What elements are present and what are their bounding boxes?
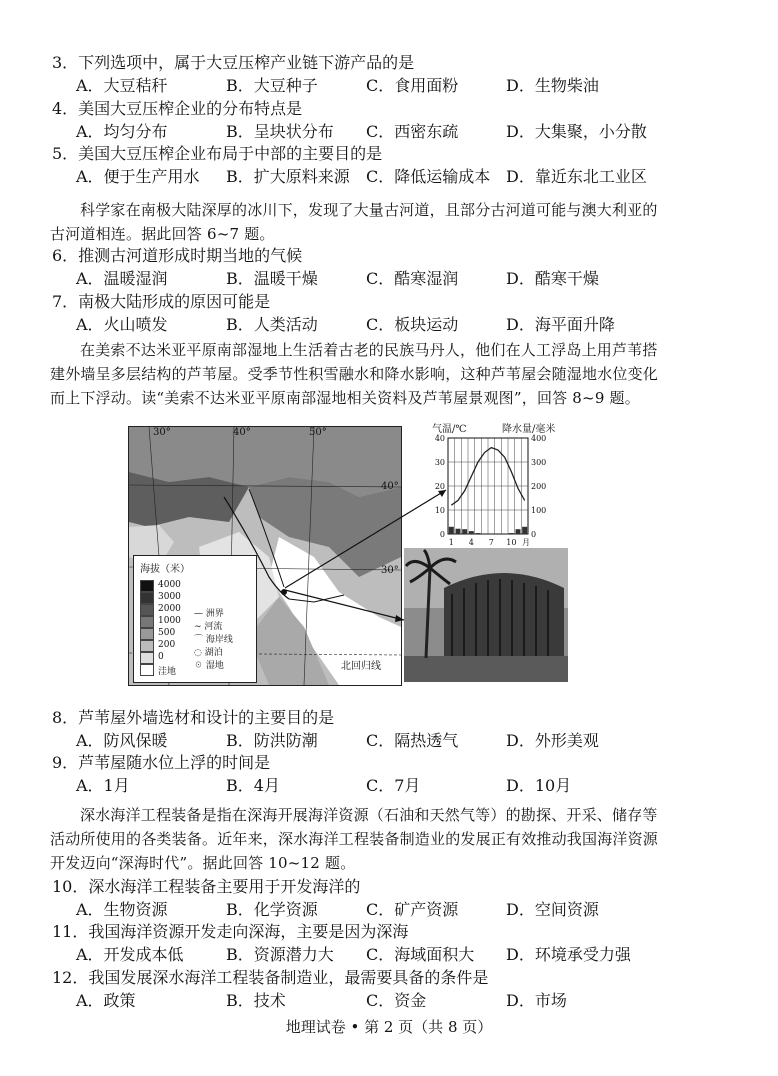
legend-level: 1000 xyxy=(158,616,181,626)
option-d: D．大集聚，小分散 xyxy=(506,122,647,141)
option-b: B．化学资源 xyxy=(226,900,318,919)
precipitation-tick-label: 0 xyxy=(531,530,537,539)
question-9-stem: 9．芦苇屋随水位上浮的时间是 xyxy=(52,753,271,772)
passage-line: 深水海洋工程装备是指在深海开展海洋资源（石油和天然气等）的勘探、开采、储存等 xyxy=(80,806,658,824)
precipitation-bar xyxy=(462,529,467,534)
passage-line: 科学家在南极大陆深厚的冰川下，发现了大量古河道，且部分古河道可能与澳大利亚的 xyxy=(80,201,658,219)
legend-level: 3000 xyxy=(158,592,181,602)
option-c: C．7月 xyxy=(366,776,421,795)
passage-line: 古河道相连。据此回答 6~7 题。 xyxy=(50,225,275,243)
option-a: A．防风保暖 xyxy=(76,731,168,750)
question-7-stem: 7．南极大陆形成的原因可能是 xyxy=(52,292,271,311)
option-a: A．均匀分布 xyxy=(76,122,168,141)
option-c: C．酷寒湿润 xyxy=(366,269,459,288)
question-9-options xyxy=(76,773,716,795)
longitude-label: 30° xyxy=(153,427,171,438)
precipitation-bar xyxy=(456,529,461,534)
latitude-label: 40° xyxy=(381,481,399,492)
option-b: B．4月 xyxy=(226,776,280,795)
option-b: B．资源潜力大 xyxy=(226,945,334,964)
month-tick-label: 10 xyxy=(506,538,517,547)
legend-level: 洼地 xyxy=(158,667,177,677)
question-8-options xyxy=(76,728,716,750)
legend-level: 2000 xyxy=(158,604,181,614)
option-c: C．海域面积大 xyxy=(366,945,475,964)
option-d: D．环境承受力强 xyxy=(506,945,631,964)
question-3-stem: 3．下列选项中，属于大豆压榨产业链下游产品的是 xyxy=(52,53,415,72)
option-c: C．资金 xyxy=(366,991,427,1010)
option-c: C．食用面粉 xyxy=(366,76,459,95)
temperature-axis-title: 气温/℃ xyxy=(432,424,467,435)
option-b: B．大豆种子 xyxy=(226,76,318,95)
option-d: D．外形美观 xyxy=(506,731,599,750)
month-tick-label: 7 xyxy=(488,538,494,547)
question-6-stem: 6．推测古河道形成时期当地的气候 xyxy=(52,246,303,265)
question-12-stem: 12．我国发展深水海洋工程装备制造业，最需要具备的条件是 xyxy=(52,968,489,987)
question-10-stem: 10．深水海洋工程装备主要用于开发海洋的 xyxy=(52,877,361,896)
temperature-tick-label: 30 xyxy=(434,458,445,467)
latitude-label: 30° xyxy=(381,565,399,576)
question-11-options xyxy=(76,942,716,964)
passage-line: 活动所使用的各类装备。近年来，深水海洋工程装备制造业的发展正有效推动我国海洋资源 xyxy=(50,830,659,848)
question-10-options xyxy=(76,897,716,919)
legend-symbol-boundary: — 洲界 xyxy=(194,609,224,619)
reed-house-illustration xyxy=(404,548,568,682)
option-d: D．生物柴油 xyxy=(506,76,599,95)
legend-level: 0 xyxy=(158,652,164,662)
precipitation-bar xyxy=(522,527,527,534)
longitude-label: 40° xyxy=(233,427,251,438)
option-a: A．1月 xyxy=(76,776,130,795)
page-footer: 地理试卷 • 第 2 页（共 8 页） xyxy=(285,1018,493,1036)
option-d: D．10月 xyxy=(506,776,572,795)
legend-level: 500 xyxy=(158,628,176,638)
option-b: B．防洪防潮 xyxy=(226,731,318,750)
option-b: B．呈块状分布 xyxy=(226,122,334,141)
passage-line: 开发迈向“深海时代”。据此回答 10~12 题。 xyxy=(50,854,356,872)
temperature-tick-label: 40 xyxy=(434,434,445,443)
precipitation-tick-label: 400 xyxy=(531,434,547,443)
legend-symbol-river: ∼ 河流 xyxy=(194,622,223,632)
precipitation-bar xyxy=(516,529,521,534)
tropic-of-cancer-label: 北回归线 xyxy=(341,661,381,672)
option-b: B．人类活动 xyxy=(226,315,318,334)
passage-line: 而上下浮动。读“美索不达米亚平原南部湿地相关资料及芦苇屋景观图”，回答 8~9 题。 xyxy=(50,389,640,407)
passage-line: 建外墙呈多层结构的芦苇屋。受季节性积雪融水和降水影响，这种芦苇屋会随湿地水位变化 xyxy=(50,365,659,383)
temperature-tick-label: 20 xyxy=(434,482,445,491)
precipitation-axis-title: 降水量/毫米 xyxy=(502,424,556,435)
precipitation-bar xyxy=(469,531,474,534)
question-12-options xyxy=(76,988,716,1010)
option-a: A．开发成本低 xyxy=(76,945,184,964)
precipitation-tick-label: 300 xyxy=(531,458,547,467)
month-tick-label: 月 xyxy=(522,538,530,547)
option-b: B．温暖干燥 xyxy=(226,269,318,288)
legend-title: 海拔（米） xyxy=(140,564,190,575)
option-d: D．靠近东北工业区 xyxy=(506,167,647,186)
longitude-label: 50° xyxy=(309,427,327,438)
climate-plot xyxy=(430,420,565,552)
question-8-stem: 8．芦苇屋外墙选材和设计的主要目的是 xyxy=(52,708,335,727)
question-11-stem: 11．我国海洋资源开发走向深海，主要是因为深海 xyxy=(52,922,409,941)
option-a: A．生物资源 xyxy=(76,900,168,919)
legend-symbol-lake: ◌ 湖泊 xyxy=(194,648,223,658)
option-c: C．降低运输成本 xyxy=(366,167,491,186)
precipitation-bar xyxy=(476,533,481,534)
option-b: B．技术 xyxy=(226,991,286,1010)
option-c: C．隔热透气 xyxy=(366,731,459,750)
temperature-tick-label: 10 xyxy=(434,506,445,515)
option-d: D．酷寒干燥 xyxy=(506,269,599,288)
legend-symbol-wetland: ☉ 湿地 xyxy=(194,661,224,671)
option-d: D．海平面升降 xyxy=(506,315,615,334)
option-c: C．西密东疏 xyxy=(366,122,459,141)
option-d: D．空间资源 xyxy=(506,900,599,919)
precipitation-bar xyxy=(509,533,514,534)
option-a: A．政策 xyxy=(76,991,136,1010)
legend-level: 200 xyxy=(158,640,176,650)
option-a: A．温暖湿润 xyxy=(76,269,168,288)
option-c: C．板块运动 xyxy=(366,315,459,334)
question-4-stem: 4．美国大豆压榨企业的分布特点是 xyxy=(52,99,303,118)
option-b: B．扩大原料来源 xyxy=(226,167,350,186)
month-tick-label: 4 xyxy=(468,538,474,547)
option-c: C．矿产资源 xyxy=(366,900,459,919)
option-d: D．市场 xyxy=(506,991,567,1010)
temperature-tick-label: 0 xyxy=(439,530,445,539)
climate-chart xyxy=(430,420,565,552)
precipitation-bar xyxy=(449,527,454,534)
option-a: A．便于生产用水 xyxy=(76,167,200,186)
question-5-stem: 5．美国大豆压榨企业布局于中部的主要目的是 xyxy=(52,144,383,163)
legend-level: 4000 xyxy=(158,580,181,590)
legend-symbol-coastline: ⌒ 海岸线 xyxy=(194,635,233,645)
option-a: A．大豆秸秆 xyxy=(76,76,168,95)
passage-line: 在美索不达米亚平原南部湿地上生活着古老的民族马丹人，他们在人工浮岛上用芦苇搭 xyxy=(80,341,658,359)
option-a: A．火山喷发 xyxy=(76,315,168,334)
month-tick-label: 1 xyxy=(448,538,454,547)
precipitation-tick-label: 200 xyxy=(531,482,547,491)
reed-house-photo xyxy=(404,548,568,682)
reading-passage-3 xyxy=(50,803,720,875)
precipitation-tick-label: 100 xyxy=(531,506,547,515)
